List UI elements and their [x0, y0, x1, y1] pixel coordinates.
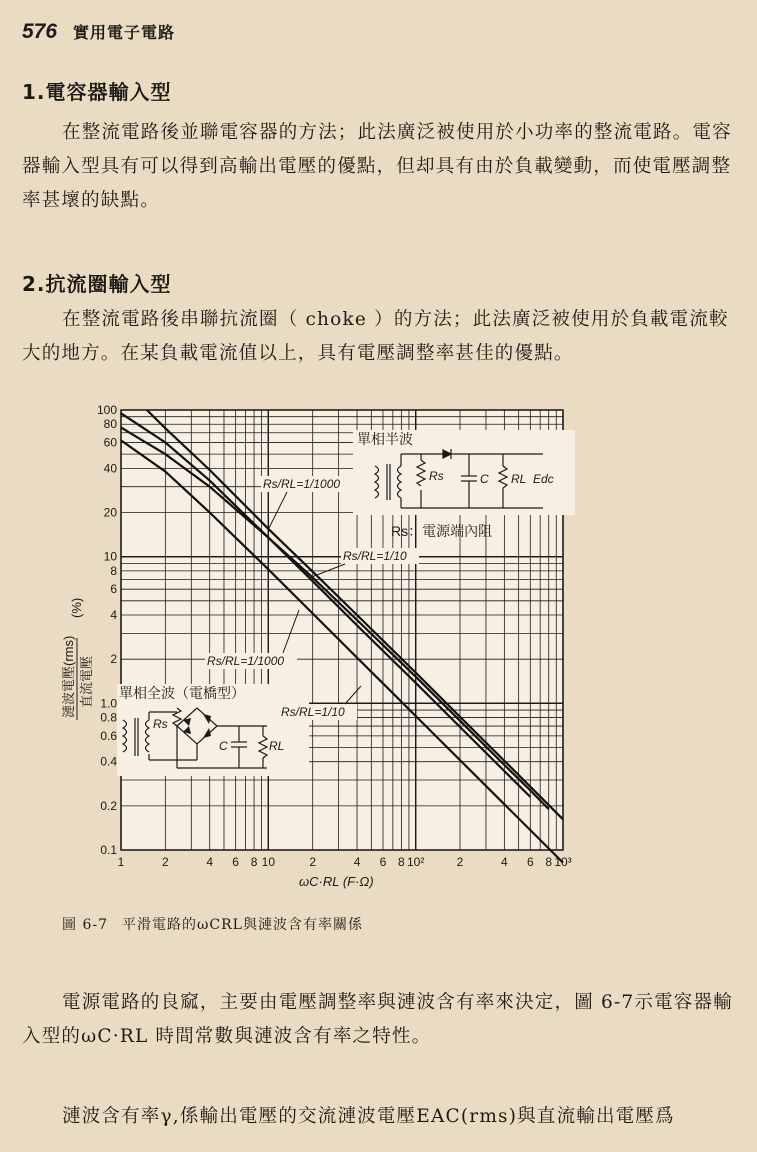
y-tick-label: 40 — [103, 461, 117, 476]
x-tick-label: 2 — [456, 855, 464, 869]
y-tick-label: 0.4 — [100, 754, 117, 769]
page-header — [22, 20, 175, 48]
x-tick-label: 10² — [406, 855, 425, 869]
section-2-paragraph: 在整流電路後串聯抗流圈（ choke ）的方法；此法廣泛被使用於負載電流較大的地方。在某負載電流值以上，具有電壓調整率甚佳的優點。 — [22, 309, 729, 364]
y-tick-label: 10 — [103, 549, 117, 564]
x-tick-label: 6 — [232, 855, 239, 869]
svg-text:Rs: Rs — [429, 469, 444, 483]
y-tick-label: 6 — [110, 582, 117, 597]
section-2-heading: 2.抗流圈輸入型 — [22, 272, 172, 296]
section-3-paragraph: 電源電路的良窳，主要由電壓調整率與漣波含有率來決定，圖 6-7示電容器輸入型的ωC·RL 時間常數與漣波含有率之特性。 — [22, 992, 733, 1047]
page-number: 576 — [22, 20, 58, 43]
x-tick-label: 1 — [117, 855, 125, 869]
x-tick-label: 2 — [162, 855, 169, 869]
section-1-heading: 1.電容器輸入型 — [22, 80, 172, 104]
x-axis-label: ωC·RL (F·Ω) — [299, 874, 374, 889]
section-1-paragraph: 在整流電路後並聯電容器的方法；此法廣泛被使用於小功率的整流電路。電容器輸入型具有可以得到高輸出電壓的優點，但却具有由於負載變動，而使電壓調整率甚壞的缺點。 — [22, 122, 732, 211]
x-tick-label: 6 — [379, 855, 387, 869]
half-wave-title: 單相半波 — [357, 431, 413, 447]
rs-note: Rs：電源端內阻 — [391, 523, 493, 539]
x-tick-label: 2 — [309, 855, 317, 869]
book-title: 實用電子電路 — [73, 25, 176, 42]
x-tick-label: 8 — [250, 855, 258, 869]
y-axis-label — [61, 598, 94, 720]
figure-caption-text: 平滑電路的ωCRL與漣波含有率關係 — [122, 917, 363, 933]
x-tick-label: 8 — [398, 855, 405, 869]
x-tick-label: 4 — [206, 855, 214, 869]
label-fw-10: Rs/RL=1/10 — [281, 705, 345, 719]
label-hw-1000: Rs/RL=1/1000 — [263, 477, 341, 491]
x-tick-label: 6 — [526, 855, 534, 869]
y-tick-label: 0.1 — [100, 843, 117, 857]
svg-text:RL: RL — [511, 472, 527, 486]
svg-text:(%): (%) — [69, 597, 84, 618]
svg-text:C: C — [480, 472, 489, 486]
x-tick-label: 10³ — [554, 855, 572, 869]
x-tick-label: 8 — [545, 855, 553, 869]
svg-text:漣波電壓(rms): 漣波電壓(rms) — [61, 635, 76, 718]
y-tick-label: 2 — [110, 652, 117, 667]
figure-caption — [62, 914, 363, 934]
x-tick-label: 10 — [261, 855, 276, 869]
full-wave-circuit — [117, 684, 309, 776]
svg-text:Rs: Rs — [153, 717, 168, 731]
y-tick-label: 0.2 — [100, 798, 117, 813]
y-tick-label: 100 — [96, 403, 117, 417]
y-tick-label: 0.6 — [100, 728, 117, 743]
figure-number: 圖 6-7 — [62, 917, 108, 933]
svg-text:RL: RL — [269, 739, 285, 753]
svg-text:Edc: Edc — [533, 472, 554, 486]
y-tick-label: 0.8 — [100, 710, 117, 725]
y-tick-label: 4 — [110, 608, 117, 623]
y-tick-label: 1.0 — [100, 696, 117, 711]
svg-text:直流電壓: 直流電壓 — [79, 655, 94, 708]
x-tick-label: 4 — [353, 855, 361, 869]
y-tick-label: 80 — [103, 417, 117, 432]
y-tick-label: 20 — [103, 505, 117, 520]
ripple-chart — [55, 398, 585, 898]
full-wave-title: 單相全波（電橋型） — [119, 685, 245, 701]
svg-text:C: C — [219, 739, 228, 753]
label-fw-1000: Rs/RL=1/1000 — [207, 654, 285, 668]
label-hw-10: Rs/RL=1/10 — [343, 549, 407, 563]
section-4-paragraph: 漣波含有率γ,係輸出電壓的交流漣波電壓EAC(rms)與直流輸出電壓爲 — [62, 1106, 675, 1127]
y-tick-label: 8 — [110, 563, 117, 578]
x-tick-label: 4 — [501, 855, 508, 869]
y-tick-label: 60 — [103, 435, 117, 450]
